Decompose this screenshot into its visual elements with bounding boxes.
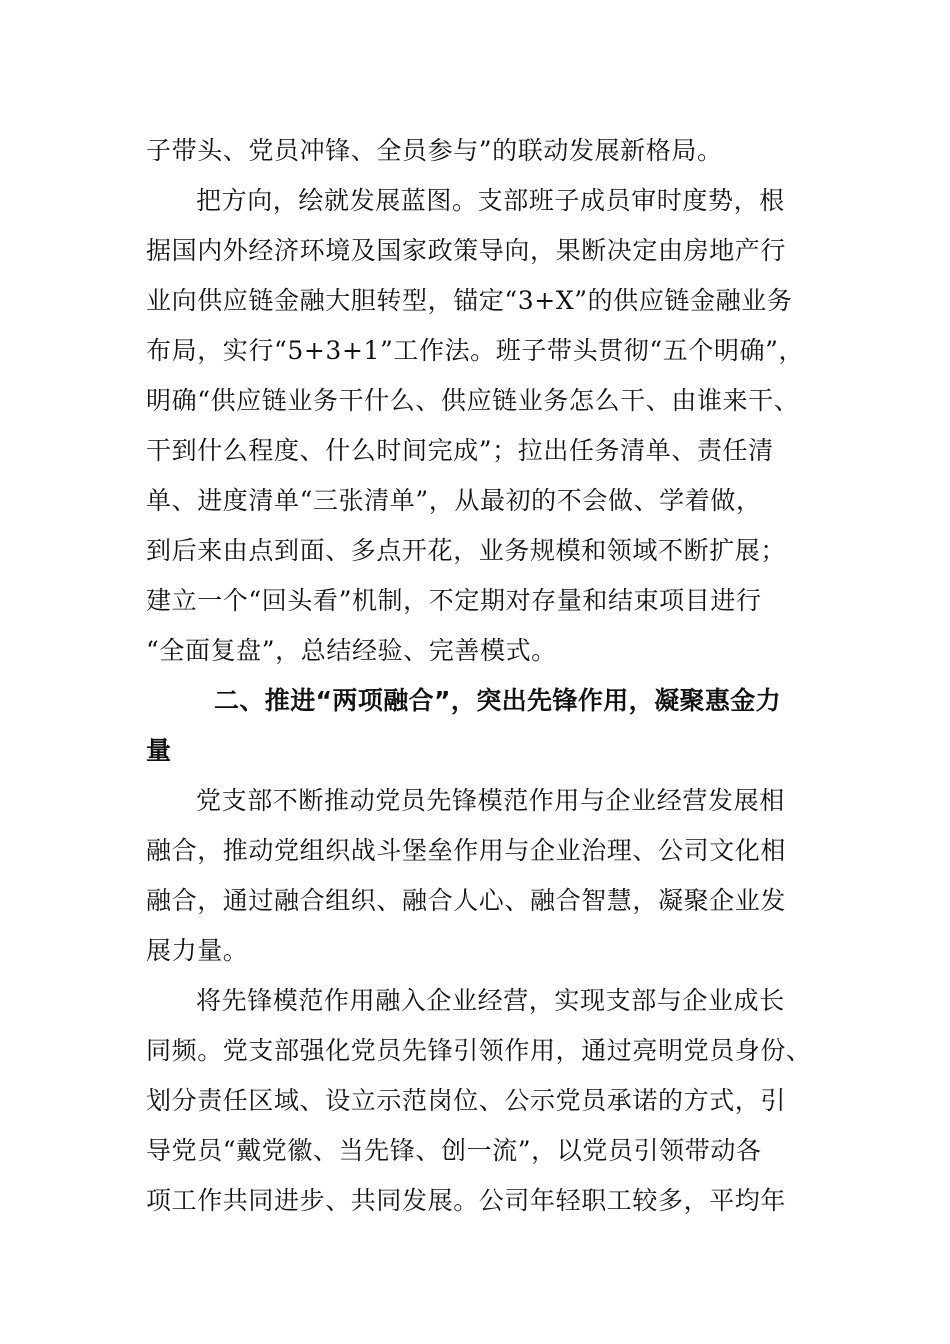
paragraph-line: 导党员“戴党徽、当先锋、创一流”，以党员引领带动各 — [146, 1136, 762, 1165]
paragraph-line: 干到什么程度、什么时间完成”；拉出任务清单、责任清 — [146, 436, 774, 465]
paragraph-line: 项工作共同进步、共同发展。公司年轻职工较多，平均年 — [146, 1186, 787, 1215]
section-heading-continued: 量 — [146, 736, 172, 765]
paragraph-line: 展力量。 — [146, 936, 249, 965]
paragraph-line: “全面复盘”，总结经验、完善模式。 — [146, 636, 557, 665]
paragraph-line: 据国内外经济环境及国家政策导向，果断决定由房地产行 — [146, 236, 787, 265]
paragraph-line: 将先锋模范作用融入企业经营，实现支部与企业成长 — [196, 986, 785, 1015]
paragraph-line: 融合，推动党组织战斗堡垒作用与企业治理、公司文化相 — [146, 836, 787, 865]
paragraph-line: 明确“供应链业务干什么、供应链业务怎么干、由谁来干、 — [146, 386, 800, 415]
paragraph-line: 布局，实行“5+3+1”工作法。班子带头贯彻“五个明确”， — [146, 336, 805, 365]
paragraph-line: 单、进度清单“三张清单”，从最初的不会做、学着做， — [146, 486, 762, 515]
paragraph-line: 把方向，绘就发展蓝图。支部班子成员审时度势，根 — [196, 186, 785, 215]
paragraph-line: 融合，通过融合组织、融合人心、融合智慧，凝聚企业发 — [146, 886, 787, 915]
paragraph-line: 党支部不断推动党员先锋模范作用与企业经营发展相 — [196, 786, 785, 815]
paragraph-line: 子带头、党员冲锋、全员参与”的联动发展新格局。 — [146, 136, 723, 165]
paragraph-line: 到后来由点到面、多点开花，业务规模和领域不断扩展； — [146, 536, 787, 565]
paragraph-line: 同频。党支部强化党员先锋引领作用，通过亮明党员身份、 — [146, 1036, 812, 1065]
paragraph-line: 建立一个“回头看”机制，不定期对存量和结束项目进行 — [146, 586, 762, 615]
section-heading: 二、推进“两项融合”，突出先锋作用，凝聚惠金力 — [214, 686, 782, 715]
paragraph-line: 划分责任区域、设立示范岗位、公示党员承诺的方式，引 — [146, 1086, 787, 1115]
paragraph-line: 业向供应链金融大胆转型，锚定“3+X”的供应链金融业务 — [146, 286, 793, 315]
